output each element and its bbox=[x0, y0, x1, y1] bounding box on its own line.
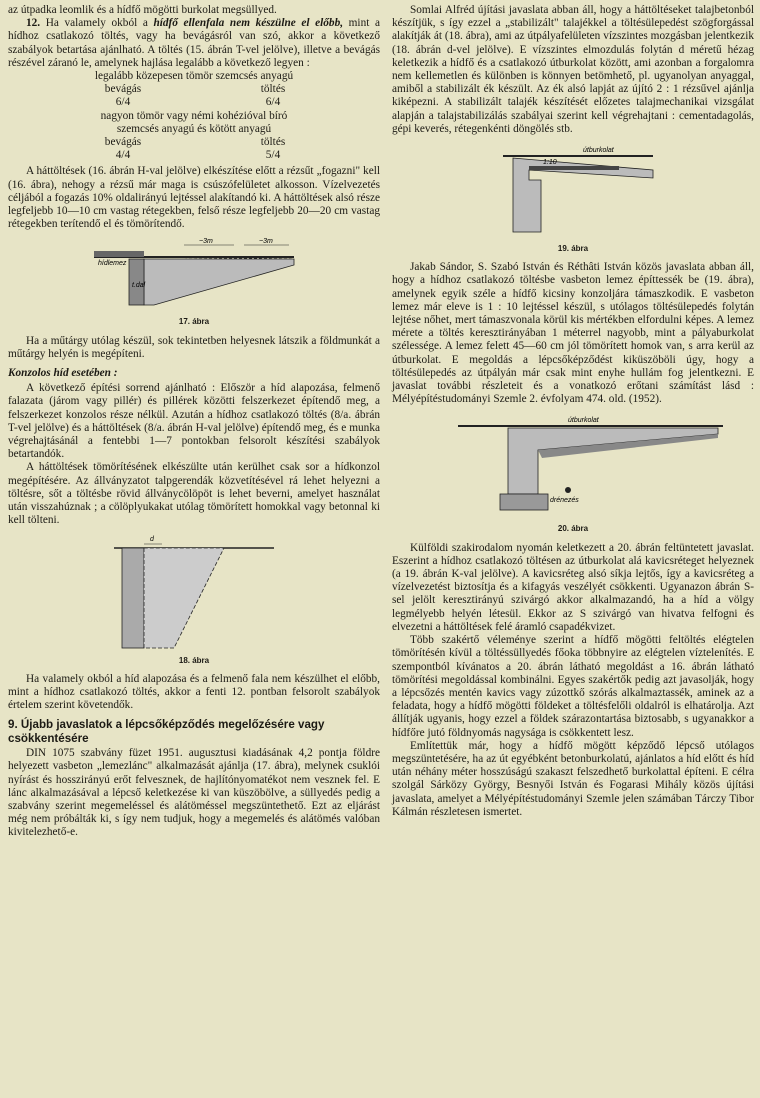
text-run: Ha valamely okból a bbox=[40, 17, 154, 30]
paragraph: A következő építési sorrend ajánlható : Először a híd alapozása, felmenő falazata (járom vagy pillér) és pillérek közötti felszerkezet építendő meg, a felszerkezet konzolos része nélkül. Azután a hídhoz csatlakozó töltés (8/a. ábrán T-vel jelölve) és a háttöltések (8/a. ábrán H-val jelölve) építendő meg, és e munka végrehajtásánál a fentebbi 1—7 pontokban felsorolt készítési szabályok betartandók. bbox=[8, 382, 380, 461]
figure-19-caption: 19. ábra bbox=[557, 244, 589, 254]
figure-20-label: útburkolat bbox=[568, 417, 599, 425]
paragraph: Külföldi szakirodalom nyomán keletkezett a 20. ábrán feltüntetett javaslat. Eszerint a hídhoz csatlakozó töltésen az útburkolat alá kavicsréteget helyeznek (a 19. ábrán K-val jelölve). A kavicsréteg alsó síkja lejtős, így a kavicsréteg a vízelvezetést biztosítja és a kifagyás veszélyét csökkenti. Ugyanazon ábrán S-sel jelölt keresztirányú szivárgó akkor alkalmazandó, ha a híd a völgy legmélyebb helyén létesül. Ekkor az S szivárgó van hivatva felfogni és elvezetni a háttöltések felé áramló csapadékvizet. bbox=[392, 541, 754, 633]
figure-19-label: útburkolat bbox=[583, 147, 614, 155]
slope-value: 6/4 bbox=[115, 96, 131, 109]
paragraph: az útpadka leomlik és a hídfő mögötti burkolat megsüllyed. bbox=[8, 4, 277, 16]
table-heading: legalább közepesen tömör szemcsés anyagú bbox=[94, 70, 294, 83]
figure-17-label: t.dal bbox=[132, 282, 146, 290]
paragraph-12 bbox=[8, 17, 380, 70]
col-header: töltés bbox=[260, 83, 286, 96]
emphasis-text: hídfő ellenfala nem készülne el előbb, bbox=[153, 17, 344, 30]
paragraph: DIN 1075 szabvány füzet 1951. augusztusi kiadásának 4,2 pontja földre helyezett vasbeton „lemezlánc" alkalmazását ajánlja (17. ábra), melynek csuklói nyírást és hosszirányú erőt felvesznek, de hajlítónyomatékot nem vesznek fel. E lánc alkalmazásával a lépcső keletkezése ki van küszöbölve, a süllyedés pedig a szabvány szerint megemeléssel és alátöméssel megszüntethető. Ezt az eljárást még nem próbálták ki, s így nem tudjuk, hogy a megemelés és alátömés valóban kivitelezhető-e. bbox=[8, 747, 380, 839]
figure-20-label: drénezés bbox=[550, 497, 579, 505]
paragraph: A háttöltések tömörítésének elkészülte után kerülhet csak sor a hídkonzol megépítésére. Az állványzatot talpgerendák közvetítésével rá lehet helyezni a töltésre, sőt a töltésbe rövid állványcölöpöt is lehet beverni, amelyet használat után visszahúznak ; a cölöplyukakat utólag tömörített homokkal vagy betonnal ki kell tölteni. bbox=[8, 461, 380, 527]
slope-value: 4/4 bbox=[115, 149, 131, 162]
paragraph: Több szakértő véleménye szerint a hídfő mögötti feltöltés elégtelen tömörítésén kívül a töltéssüllyedés főoka többnyire az elégtelen víztelenítés. E szempontból kívánatos a 20. ábrán látható megoldást a 16. ábrán látható tömörítési megoldással kombinálni. Egyes szakértők pedig azt javasolják, hogy a lépcsőzés mentén kavics vagy zúzottkő szórás alkalmaztassék, aminek az a feladata, hogy a hídfő mögötti földeket a töltésfelőli oldalról is elhatárolja. Azt állítják ugyanis, hogy ezzel a földek szárazontartása biztosabb, s ugyanakkor a hídfőre jutó földnyomás nagysága is csökkentett lesz. bbox=[392, 634, 754, 739]
paragraph: Somlai Alfréd újítási javaslata abban áll, hogy a háttöltéseket talajbetonból készítjük, s így ezzel a „stabilizált" talajékkel a töltésülepedést szögforgással alakítják át (18. ábra), ami az útpályafelületen vízszintes mozgásban jelentkezik (18. ábrán d-vel jelölve). E vízszintes elmozdulás folytán d méretű hézag keletkezik a hídfő és a csatlakozó útburkolat között, ami azonban a forgalomra nem kellemetlen és különben is könnyen betömhető, pl. ugyanolyan anyaggal, amiből a stabilizált ék készült. Az ék alsó lapját az újító 2 : 1 rézsűvel ajánlja kiképezni. A stabilizált talajék készítését előzetes talajmechanikai vizsgálat alapján a talajstabilizálás szabályai szerint kell végrehajtani : cementadagolás, gépi keverés, rétegenkénti döngölés stb. bbox=[392, 4, 754, 135]
paragraph: Jakab Sándor, S. Szabó István és Réthâti István közös javaslata abban áll, hogy a hídhoz csatlakozó töltésbe vasbeton lemez építtessék be (19. ábra), amelynek egyik széle a hídfő kicsiny konzoljára támaszkodik. E vasbeton lemez már eleve is 1 : 10 lejtéssel készül, s utólagos töltésülepedés folytán lejtése nőhet, mert támaszvonala körül kis mértékben elfordulni képes. A lemez mérete a töltés keresztirányában 1 méterrel nagyobb, mint a pályaburkolat szélessége. A lemez felett 45—60 cm jól tömörített homok van, s arra kerül az útburkolat. E megoldás a lépcsőképződést kiküszöböli úgy, hogy a töltésülepedés az útpályán már csak mint enyhe hullám fog jelentkezni. E javaslat további részleteit és a vonatkozó erőtani számítást lásd : Mélyépítéstudományi Szemle 2. évfolyam 474. old. (1952). bbox=[392, 261, 754, 406]
section-number: 9. bbox=[8, 718, 18, 732]
table-heading: nagyon tömör vagy némi kohézióval bíró bbox=[100, 109, 288, 122]
figure-20-caption: 20. ábra bbox=[557, 524, 589, 534]
right-column bbox=[392, 4, 754, 819]
paragraph: A háttöltések (16. ábrán H-val jelölve) elkészítése előtt a rézsűt „fogazni" kell (16. ábra), nehogy a rézsű már maga is csúszófelületet alkosson. Vízelvezetés céljából a fogazás 10% oldalirányú lejtéssel alakítandó ki. A háttöltések alsó része legfeljebb 10—10 cm vastag rétegekben, felső része legfeljebb 20—20 cm vastag rétegekben terítendő el és tömörítendő. bbox=[8, 165, 380, 231]
table-heading: szemcsés anyagú és kötött anyagú bbox=[116, 122, 272, 135]
figure-17-label: ~3m bbox=[199, 238, 213, 246]
slope-value: 6/4 bbox=[265, 96, 281, 109]
figure-19-label: 1:10 bbox=[543, 159, 557, 167]
slope-table-2 bbox=[48, 136, 348, 162]
slope-value: 5/4 bbox=[265, 149, 281, 162]
figure-17-drawing bbox=[84, 235, 304, 313]
text-run: mint a hídhoz csatlakozó töltés, vagy ha bevágásról van szó, akkor a következő szabályok betartása ajánlható. A töltés (15. ábrán T-vel jelölve), illetve a bevágás részével záranó le, amelynek hajlása legalább a következő legyen : bbox=[8, 17, 380, 69]
col-header: bevágás bbox=[104, 136, 142, 149]
figure-20-drawing bbox=[418, 410, 728, 520]
section-heading bbox=[8, 718, 380, 745]
col-header: töltés bbox=[260, 136, 286, 149]
figure-19-drawing bbox=[483, 140, 663, 240]
slope-table-1 bbox=[48, 83, 348, 109]
col-header: bevágás bbox=[104, 83, 142, 96]
point-number: 12. bbox=[26, 17, 41, 30]
figure-17-caption: 17. ábra bbox=[178, 317, 210, 327]
figure-18-caption: 18. ábra bbox=[178, 655, 210, 665]
figure-18-drawing bbox=[104, 532, 284, 652]
section-title: Újabb javaslatok a lépcsőképződés megelőzésére vagy csökkentésére bbox=[8, 718, 325, 745]
paragraph: Említettük már, hogy a hídfő mögött képződő lépcső utólagos megszüntetésére, ha az út egyébként betonburkolatú, ajánlatos a híd előtt és híd után néhány méter hosszúságú szakaszt felszedhető burkolattal építeni. E célra szolgál Sárközy György, Besnyői István és Fogarasi Mihály közös újítási javaslata, amelyet a Mélyépítéstudományi Szemle jelen számában Tárczy Tibor Kálmán részletesen ismertet. bbox=[392, 739, 754, 818]
paragraph: Ha a műtárgy utólag készül, sok tekintetben helyesnek látszik a földmunkát a műtárgy helyén is megépíteni. bbox=[8, 334, 380, 360]
paragraph: Ha valamely okból a híd alapozása és a felmenő fala nem készülhet el előbb, mint a hídhoz csatlakozó töltés, akkor a fenti 12. pontban felsorolt szabályok értelem szerint követendők. bbox=[8, 672, 380, 712]
left-column bbox=[8, 4, 380, 840]
subheading: Konzolos híd esetében : bbox=[8, 367, 118, 380]
figure-17-label: ~3m bbox=[259, 238, 273, 246]
figure-17-label: hídlemez bbox=[98, 260, 127, 268]
figure-18-label: d bbox=[150, 535, 154, 543]
